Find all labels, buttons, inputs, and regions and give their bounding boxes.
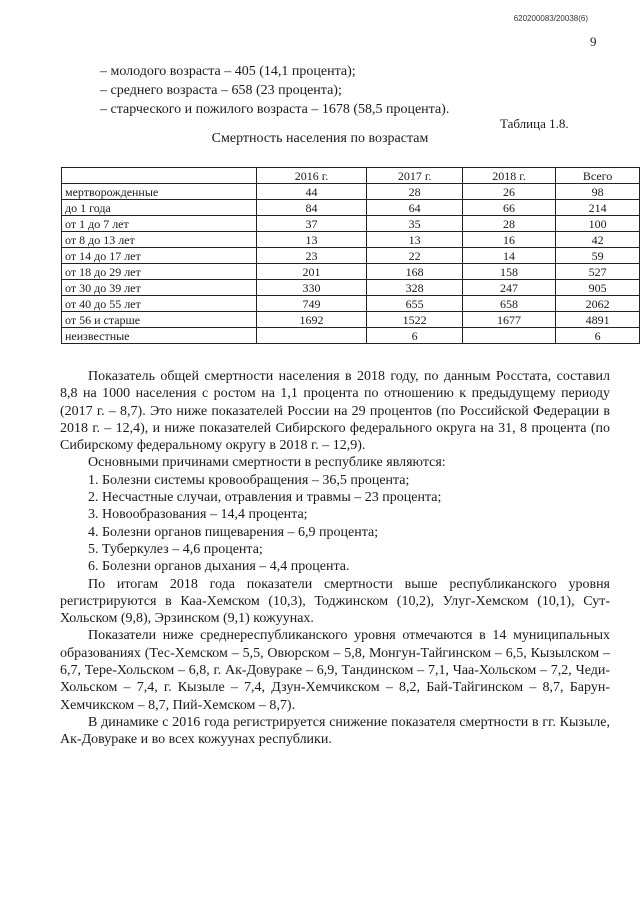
table-cell: 100 — [556, 216, 640, 232]
table-cell: 655 — [367, 296, 462, 312]
table-row — [62, 312, 640, 328]
table-row — [62, 264, 640, 280]
table-header-cell: 2016 г. — [256, 168, 367, 184]
paragraph: Показатель общей смертности населения в 2018 году, по данным Росстата, составил 8,8 на 1000 населения с ростом на 1,1 процента по отношению к предыдущему периоду (2017 г. – 8,7). Это ниже показателей России на 29 процентов (по Российской Федерации в 2018 г. – 12,4), и ниже показателей Сибирского федерального округа на 31, 8 процента (по Сибирскому федеральному округу в 2018 г. – 12,9). — [60, 369, 610, 454]
paragraph: 6. Болезни органов дыхания – 4,4 процента. — [88, 559, 350, 575]
age-group-label: от 8 до 13 лет — [62, 232, 257, 248]
table-cell: 22 — [367, 248, 462, 264]
table-cell: 66 — [462, 200, 555, 216]
table-cell: 905 — [556, 280, 640, 296]
mortality-table — [61, 167, 640, 344]
paragraph: 1. Болезни системы кровообращения – 36,5 процента; — [88, 472, 410, 488]
table-cell: 330 — [256, 280, 367, 296]
table-cell: 201 — [256, 264, 367, 280]
table-cell: 14 — [462, 248, 555, 264]
paragraph: 2. Несчастные случаи, отравления и травмы – 23 процента; — [88, 490, 442, 506]
table-cell: 168 — [367, 264, 462, 280]
table-cell: 247 — [462, 280, 555, 296]
table-header-cell — [62, 168, 257, 184]
intro-line-middle: – среднего возраста – 658 (23 процента); — [100, 83, 342, 98]
paragraph: Основными причинами смертности в республике являются: — [88, 455, 446, 471]
paragraph: 5. Туберкулез – 4,6 процента; — [88, 541, 263, 557]
table-number: Таблица 1.8. — [500, 116, 569, 131]
age-group-label: от 1 до 7 лет — [62, 216, 257, 232]
table-cell: 28 — [367, 184, 462, 200]
table-cell: 37 — [256, 216, 367, 232]
table-row — [62, 184, 640, 200]
table-cell: 158 — [462, 264, 555, 280]
table-cell: 527 — [556, 264, 640, 280]
table-title: Смертность населения по возрастам — [211, 131, 429, 146]
page-number: 9 — [590, 34, 597, 49]
age-group-label: от 40 до 55 лет — [62, 296, 257, 312]
age-group-label: мертворожденные — [62, 184, 257, 200]
intro-line-elderly: – старческого и пожилого возраста – 1678 (58,5 процента). — [100, 102, 450, 117]
table-row — [62, 232, 640, 248]
table-cell: 749 — [256, 296, 367, 312]
table-row — [62, 200, 640, 216]
table-cell: 26 — [462, 184, 555, 200]
table-cell: 328 — [367, 280, 462, 296]
table-cell: 59 — [556, 248, 640, 264]
table-cell: 84 — [256, 200, 367, 216]
age-group-label: от 56 и старше — [62, 312, 257, 328]
paragraph: Показатели ниже среднереспубликанского уровня отмечаются в 14 муниципальных образованиях (Тес-Хемском – 5,5, Овюрском – 5,8, Монгун-Тайгинском – 6,5, Кызылском – 6,7, Тере-Хольском – 6,8, г. Ак-Довураке – 6,9, Тандинском – 7,1, Чаа-Хольском – 7,2, Чеди-Хольском – 7,4, г. Кызыле – 7,4, Дзун-Хемчикском – 8,2, Бай-Тайгинском – 8,7, Барун-Хемчикском – 8,7, Пий-Хемском – 8,7). — [60, 628, 610, 713]
table-row — [62, 216, 640, 232]
table-cell: 1692 — [256, 312, 367, 328]
table-cell: 13 — [367, 232, 462, 248]
table-cell: 42 — [556, 232, 640, 248]
paragraph: По итогам 2018 года показатели смертности выше республиканского уровня регистрируются в Каа-Хемском (10,3), Тоджинском (10,2), Улуг-Хемском (10,1), Сут-Хольском (9,8), Эрзинском (9,1) кожуунах. — [60, 576, 610, 627]
table-header-row — [62, 168, 640, 184]
age-group-label: от 30 до 39 лет — [62, 280, 257, 296]
table-cell: 16 — [462, 232, 555, 248]
table-cell: 6 — [367, 328, 462, 344]
table-cell: 28 — [462, 216, 555, 232]
table-row — [62, 328, 640, 344]
table-cell: 1677 — [462, 312, 555, 328]
table-cell: 658 — [462, 296, 555, 312]
table-cell: 1522 — [367, 312, 462, 328]
table-cell: 13 — [256, 232, 367, 248]
body-text — [60, 368, 610, 749]
table-cell: 44 — [256, 184, 367, 200]
table-header-cell: Всего — [556, 168, 640, 184]
table-header-cell: 2018 г. — [462, 168, 555, 184]
table-cell: 2062 — [556, 296, 640, 312]
table-cell: 98 — [556, 184, 640, 200]
table-row — [62, 248, 640, 264]
table-cell: 6 — [556, 328, 640, 344]
table-cell: 4891 — [556, 312, 640, 328]
age-group-label: от 14 до 17 лет — [62, 248, 257, 264]
table-cell: 35 — [367, 216, 462, 232]
paragraph: В динамике с 2016 года регистрируется снижение показателя смертности в гг. Кызыле, Ак-Довураке и во всех кожуунах республики. — [60, 714, 610, 748]
paragraph: 4. Болезни органов пищеварения – 6,9 процента; — [88, 524, 379, 540]
table-cell: 23 — [256, 248, 367, 264]
age-group-label: от 18 до 29 лет — [62, 264, 257, 280]
table-cell: 214 — [556, 200, 640, 216]
table-row — [62, 280, 640, 296]
age-group-label: до 1 года — [62, 200, 257, 216]
table-row — [62, 296, 640, 312]
table-header-cell: 2017 г. — [367, 168, 462, 184]
paragraph: 3. Новообразования – 14,4 процента; — [88, 507, 308, 523]
table-cell: 64 — [367, 200, 462, 216]
document-id: 620200083/20038(6) — [513, 14, 588, 23]
table-cell — [256, 328, 367, 344]
table-cell — [462, 328, 555, 344]
intro-line-young: – молодого возраста – 405 (14,1 процента); — [100, 64, 356, 79]
age-group-label: неизвестные — [62, 328, 257, 344]
